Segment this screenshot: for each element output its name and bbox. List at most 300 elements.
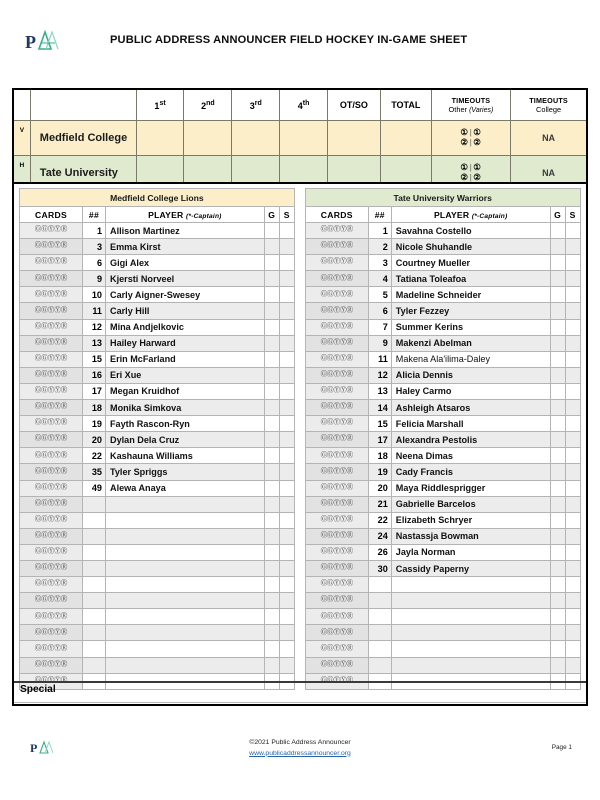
cards-cell[interactable]: ⒼⒼⓎⓎⓇ <box>20 641 83 657</box>
cards-cell[interactable]: ⒼⒼⓎⓎⓇ <box>305 577 368 593</box>
cards-cell[interactable]: ⒼⒼⓎⓎⓇ <box>305 351 368 367</box>
visitor-timeout-1b[interactable]: ① <box>473 127 482 138</box>
cards-cell[interactable]: ⒼⒼⓎⓎⓇ <box>305 319 368 335</box>
cards-cell[interactable]: ⒼⒼⓎⓎⓇ <box>305 432 368 448</box>
home-timeout-2a[interactable]: ② <box>460 172 469 182</box>
roster-left-title: Medfield College Lions <box>20 189 295 207</box>
cards-cell[interactable]: ⒼⒼⓎⓎⓇ <box>20 464 83 480</box>
player-number: 14 <box>368 400 391 416</box>
saves-cell[interactable] <box>565 335 580 351</box>
goals-cell[interactable] <box>550 528 565 544</box>
cards-cell[interactable]: ⒼⒼⓎⓎⓇ <box>305 528 368 544</box>
saves-cell[interactable] <box>279 351 294 367</box>
player-name: Dylan Dela Cruz <box>106 432 265 448</box>
cards-cell[interactable]: ⒼⒼⓎⓎⓇ <box>305 255 368 271</box>
saves-cell[interactable] <box>565 383 580 399</box>
table-row <box>305 609 580 625</box>
saves-cell[interactable] <box>279 625 294 641</box>
table-row <box>305 657 580 673</box>
table-row <box>305 528 580 544</box>
goals-cell[interactable] <box>550 223 565 239</box>
saves-cell[interactable] <box>279 319 294 335</box>
saves-cell[interactable] <box>279 239 294 255</box>
header-timeouts-college <box>511 89 587 121</box>
player-name <box>391 577 550 593</box>
saves-cell[interactable] <box>565 367 580 383</box>
cards-cell[interactable]: ⒼⒼⓎⓎⓇ <box>305 287 368 303</box>
goals-cell[interactable] <box>550 303 565 319</box>
saves-cell[interactable] <box>279 544 294 560</box>
saves-cell[interactable] <box>279 609 294 625</box>
player-name <box>106 657 265 673</box>
goals-cell[interactable] <box>264 560 279 576</box>
period-1-suffix: st <box>159 99 166 107</box>
goals-cell[interactable] <box>550 335 565 351</box>
player-number <box>83 641 106 657</box>
visitor-timeout-row-2: ②|② <box>460 137 482 147</box>
saves-cell[interactable] <box>565 416 580 432</box>
player-number: 7 <box>368 319 391 335</box>
player-name: Allison Martinez <box>106 223 265 239</box>
saves-cell[interactable] <box>279 560 294 576</box>
player-name <box>391 625 550 641</box>
cards-cell[interactable]: ⒼⒼⓎⓎⓇ <box>305 239 368 255</box>
period-2-suffix: nd <box>206 99 215 107</box>
saves-cell[interactable] <box>279 287 294 303</box>
player-number: 22 <box>83 448 106 464</box>
goals-cell[interactable] <box>264 512 279 528</box>
player-name: Courtney Mueller <box>391 255 550 271</box>
saves-cell[interactable] <box>565 577 580 593</box>
cards-cell[interactable]: ⒼⒼⓎⓎⓇ <box>20 657 83 673</box>
saves-cell[interactable] <box>279 657 294 673</box>
player-name <box>106 625 265 641</box>
player-name <box>391 641 550 657</box>
home-timeout-1b[interactable]: ① <box>473 162 482 173</box>
table-row <box>20 448 295 464</box>
saves-cell[interactable] <box>279 432 294 448</box>
goals-cell[interactable] <box>264 544 279 560</box>
cards-cell[interactable]: ⒼⒼⓎⓎⓇ <box>20 448 83 464</box>
goals-cell[interactable] <box>550 383 565 399</box>
player-name: Erin McFarland <box>106 351 265 367</box>
saves-cell[interactable] <box>279 271 294 287</box>
visitor-period-1-score[interactable] <box>136 121 184 156</box>
footer-website-link[interactable]: www.publicaddressannouncer.org <box>249 749 351 757</box>
special-rule <box>14 702 586 703</box>
header-g-right: G <box>550 207 565 223</box>
cards-cell[interactable]: ⒼⒼⓎⓎⓇ <box>305 367 368 383</box>
saves-cell[interactable] <box>565 657 580 673</box>
visitor-timeouts-other[interactable] <box>431 121 510 156</box>
saves-cell[interactable] <box>279 512 294 528</box>
table-row <box>305 464 580 480</box>
cards-cell[interactable]: ⒼⒼⓎⓎⓇ <box>20 367 83 383</box>
table-row <box>20 223 295 239</box>
goals-cell[interactable] <box>550 496 565 512</box>
cards-cell[interactable]: ⒼⒼⓎⓎⓇ <box>305 271 368 287</box>
special-separator <box>14 681 586 683</box>
player-number: 5 <box>368 287 391 303</box>
saves-cell[interactable] <box>279 223 294 239</box>
player-number: 3 <box>83 239 106 255</box>
player-number <box>83 560 106 576</box>
footer-credit <box>0 738 600 759</box>
saves-cell[interactable] <box>279 367 294 383</box>
saves-cell[interactable] <box>565 448 580 464</box>
player-name <box>106 544 265 560</box>
saves-cell[interactable] <box>565 432 580 448</box>
cards-cell[interactable]: ⒼⒼⓎⓎⓇ <box>20 609 83 625</box>
goals-cell[interactable] <box>550 432 565 448</box>
player-number <box>83 544 106 560</box>
saves-cell[interactable] <box>565 239 580 255</box>
goals-cell[interactable] <box>264 400 279 416</box>
goals-cell[interactable] <box>550 593 565 609</box>
saves-cell[interactable] <box>565 625 580 641</box>
saves-cell[interactable] <box>565 400 580 416</box>
goals-cell[interactable] <box>264 271 279 287</box>
saves-cell[interactable] <box>565 271 580 287</box>
cards-cell[interactable]: ⒼⒼⓎⓎⓇ <box>20 432 83 448</box>
table-row <box>20 593 295 609</box>
goals-cell[interactable] <box>264 416 279 432</box>
player-name: Carly Aigner-Swesey <box>106 287 265 303</box>
saves-cell[interactable] <box>279 577 294 593</box>
saves-cell[interactable] <box>279 480 294 496</box>
goals-cell[interactable] <box>264 480 279 496</box>
goals-cell[interactable] <box>550 400 565 416</box>
visitor-period-2-score[interactable] <box>184 121 232 156</box>
goals-cell[interactable] <box>550 464 565 480</box>
goals-cell[interactable] <box>264 657 279 673</box>
goals-cell[interactable] <box>264 625 279 641</box>
cards-cell[interactable]: ⒼⒼⓎⓎⓇ <box>305 480 368 496</box>
goals-cell[interactable] <box>264 464 279 480</box>
visitor-timeout-1a[interactable]: ① <box>460 127 469 138</box>
saves-cell[interactable] <box>279 641 294 657</box>
footer-copyright: ©2021 Public Address Announcer <box>249 739 351 746</box>
header-period-3 <box>232 89 280 121</box>
goals-cell[interactable] <box>264 593 279 609</box>
table-row <box>305 367 580 383</box>
cards-cell[interactable]: ⒼⒼⓎⓎⓇ <box>20 416 83 432</box>
goals-cell[interactable] <box>264 319 279 335</box>
table-row <box>305 287 580 303</box>
player-number: 10 <box>83 287 106 303</box>
saves-cell[interactable] <box>565 303 580 319</box>
player-name: Neena Dimas <box>391 448 550 464</box>
saves-cell[interactable] <box>279 496 294 512</box>
timeouts-other-varies: (Varies) <box>469 107 494 114</box>
cards-cell[interactable]: ⒼⒼⓎⓎⓇ <box>305 496 368 512</box>
player-number <box>368 625 391 641</box>
home-timeouts-college: NA <box>511 156 587 192</box>
goals-cell[interactable] <box>264 287 279 303</box>
saves-cell[interactable] <box>279 335 294 351</box>
visitor-timeout-2a[interactable]: ② <box>460 137 469 147</box>
goals-cell[interactable] <box>550 625 565 641</box>
goals-cell[interactable] <box>264 367 279 383</box>
table-row <box>20 400 295 416</box>
saves-cell[interactable] <box>279 528 294 544</box>
visitor-period-3-score[interactable] <box>232 121 280 156</box>
player-name <box>106 641 265 657</box>
cards-cell[interactable]: ⒼⒼⓎⓎⓇ <box>20 480 83 496</box>
player-number: 22 <box>368 512 391 528</box>
player-number: 20 <box>83 432 106 448</box>
cards-cell[interactable]: ⒼⒼⓎⓎⓇ <box>305 400 368 416</box>
goals-cell[interactable] <box>264 496 279 512</box>
player-number: 2 <box>368 239 391 255</box>
goals-cell[interactable] <box>264 239 279 255</box>
cards-cell[interactable]: ⒼⒼⓎⓎⓇ <box>305 560 368 576</box>
saves-cell[interactable] <box>565 528 580 544</box>
cards-cell[interactable]: ⒼⒼⓎⓎⓇ <box>305 657 368 673</box>
goals-cell[interactable] <box>550 609 565 625</box>
footer-page-number: Page 1 <box>551 744 572 751</box>
roster-column-right <box>300 184 586 681</box>
goals-cell[interactable] <box>550 271 565 287</box>
goals-cell[interactable] <box>550 512 565 528</box>
saves-cell[interactable] <box>279 464 294 480</box>
header-number-left: ## <box>83 207 106 223</box>
goals-cell[interactable] <box>550 239 565 255</box>
cards-cell[interactable]: ⒼⒼⓎⓎⓇ <box>305 448 368 464</box>
goals-cell[interactable] <box>264 303 279 319</box>
cards-cell[interactable]: ⒼⒼⓎⓎⓇ <box>20 287 83 303</box>
table-row <box>20 255 295 271</box>
cards-cell[interactable]: ⒼⒼⓎⓎⓇ <box>20 255 83 271</box>
goals-cell[interactable] <box>264 383 279 399</box>
player-number: 9 <box>368 335 391 351</box>
goals-cell[interactable] <box>550 367 565 383</box>
player-name: Alicia Dennis <box>391 367 550 383</box>
saves-cell[interactable] <box>279 383 294 399</box>
goals-cell[interactable] <box>550 416 565 432</box>
player-name <box>391 657 550 673</box>
table-row <box>20 641 295 657</box>
cards-cell[interactable]: ⒼⒼⓎⓎⓇ <box>20 560 83 576</box>
cards-cell[interactable]: ⒼⒼⓎⓎⓇ <box>20 303 83 319</box>
goals-cell[interactable] <box>550 657 565 673</box>
roster-right-body <box>305 223 580 690</box>
player-name: Savahna Costello <box>391 223 550 239</box>
saves-cell[interactable] <box>565 544 580 560</box>
saves-cell[interactable] <box>279 255 294 271</box>
player-name: Makena Ala'ilima-Daley <box>391 351 550 367</box>
player-name: Madeline Schneider <box>391 287 550 303</box>
saves-cell[interactable] <box>565 480 580 496</box>
home-timeouts-grid <box>432 163 510 182</box>
table-row <box>305 351 580 367</box>
player-name <box>106 577 265 593</box>
home-timeout-2b[interactable]: ② <box>473 172 482 182</box>
visitor-timeout-2b[interactable]: ② <box>473 137 482 147</box>
goals-cell[interactable] <box>550 287 565 303</box>
player-name: Megan Kruidhof <box>106 383 265 399</box>
cards-cell[interactable]: ⒼⒼⓎⓎⓇ <box>20 271 83 287</box>
cards-cell[interactable]: ⒼⒼⓎⓎⓇ <box>20 625 83 641</box>
cards-cell[interactable]: ⒼⒼⓎⓎⓇ <box>305 335 368 351</box>
saves-cell[interactable] <box>279 303 294 319</box>
goals-cell[interactable] <box>550 560 565 576</box>
table-row <box>305 271 580 287</box>
cards-cell[interactable]: ⒼⒼⓎⓎⓇ <box>305 383 368 399</box>
player-number: 49 <box>83 480 106 496</box>
cards-cell[interactable]: ⒼⒼⓎⓎⓇ <box>305 512 368 528</box>
goals-cell[interactable] <box>264 609 279 625</box>
player-name: Carly Hill <box>106 303 265 319</box>
goals-cell[interactable] <box>550 319 565 335</box>
saves-cell[interactable] <box>565 255 580 271</box>
visitor-ot-score[interactable] <box>327 121 380 156</box>
saves-cell[interactable] <box>279 416 294 432</box>
player-number: 19 <box>83 416 106 432</box>
table-row <box>305 303 580 319</box>
player-name: Tyler Fezzey <box>391 303 550 319</box>
cards-cell[interactable]: ⒼⒼⓎⓎⓇ <box>20 512 83 528</box>
goals-cell[interactable] <box>264 432 279 448</box>
cards-cell[interactable]: ⒼⒼⓎⓎⓇ <box>20 400 83 416</box>
goals-cell[interactable] <box>550 255 565 271</box>
goals-cell[interactable] <box>264 528 279 544</box>
cards-cell[interactable]: ⒼⒼⓎⓎⓇ <box>305 625 368 641</box>
cards-cell[interactable]: ⒼⒼⓎⓎⓇ <box>305 609 368 625</box>
goals-cell[interactable] <box>264 255 279 271</box>
player-number <box>368 609 391 625</box>
goals-cell[interactable] <box>264 351 279 367</box>
player-number: 26 <box>368 544 391 560</box>
player-name: Mina Andjelkovic <box>106 319 265 335</box>
player-name <box>106 512 265 528</box>
header-player-word-right: PLAYER <box>433 209 470 220</box>
visitor-team-cell <box>30 121 136 156</box>
player-name: Nastassja Bowman <box>391 528 550 544</box>
home-timeout-1a[interactable]: ① <box>460 162 469 173</box>
cards-cell[interactable]: ⒼⒼⓎⓎⓇ <box>20 528 83 544</box>
goals-cell[interactable] <box>550 577 565 593</box>
visitor-period-4-score[interactable] <box>280 121 328 156</box>
table-row <box>20 367 295 383</box>
table-row <box>305 480 580 496</box>
roster-right-header-row <box>305 207 580 223</box>
goals-cell[interactable] <box>264 448 279 464</box>
saves-cell[interactable] <box>279 400 294 416</box>
goals-cell[interactable] <box>264 577 279 593</box>
player-name: Cady Francis <box>391 464 550 480</box>
table-row <box>20 416 295 432</box>
saves-cell[interactable] <box>565 593 580 609</box>
player-number <box>368 641 391 657</box>
saves-cell[interactable] <box>565 287 580 303</box>
saves-cell[interactable] <box>565 641 580 657</box>
cards-cell[interactable]: ⒼⒼⓎⓎⓇ <box>20 593 83 609</box>
player-number <box>83 657 106 673</box>
saves-cell[interactable] <box>565 464 580 480</box>
player-number: 21 <box>368 496 391 512</box>
masthead <box>0 0 600 82</box>
saves-cell[interactable] <box>565 512 580 528</box>
cards-cell[interactable]: ⒼⒼⓎⓎⓇ <box>20 577 83 593</box>
cards-cell[interactable]: ⒼⒼⓎⓎⓇ <box>20 383 83 399</box>
cards-cell[interactable]: ⒼⒼⓎⓎⓇ <box>305 464 368 480</box>
saves-cell[interactable] <box>565 496 580 512</box>
table-row <box>20 319 295 335</box>
goals-cell[interactable] <box>264 641 279 657</box>
pa-logo-icon <box>24 27 68 57</box>
goals-cell[interactable] <box>264 335 279 351</box>
cards-cell[interactable]: ⒼⒼⓎⓎⓇ <box>20 239 83 255</box>
goals-cell[interactable] <box>550 448 565 464</box>
cards-cell[interactable]: ⒼⒼⓎⓎⓇ <box>305 593 368 609</box>
roster-table-left <box>19 188 295 690</box>
player-name <box>106 593 265 609</box>
period-1-number: 1 <box>154 100 160 111</box>
player-name <box>391 593 550 609</box>
table-row <box>20 496 295 512</box>
player-number: 1 <box>83 223 106 239</box>
header-timeouts-other <box>431 89 510 121</box>
roster-columns <box>14 184 586 681</box>
period-3-number: 3 <box>249 100 255 111</box>
header-player-left <box>106 207 265 223</box>
visitor-timeout-row-1: ①|① <box>460 127 482 138</box>
roster-right-title: Tate University Warriors <box>305 189 580 207</box>
saves-cell[interactable] <box>565 223 580 239</box>
cards-cell[interactable]: ⒼⒼⓎⓎⓇ <box>305 223 368 239</box>
visitor-team-name: Medfield College <box>39 132 128 144</box>
goals-cell[interactable] <box>550 544 565 560</box>
saves-cell[interactable] <box>565 319 580 335</box>
home-vh-letter: H <box>19 161 25 169</box>
cards-cell[interactable]: ⒼⒼⓎⓎⓇ <box>305 416 368 432</box>
table-row <box>20 271 295 287</box>
player-name: Felicia Marshall <box>391 416 550 432</box>
cards-cell[interactable]: ⒼⒼⓎⓎⓇ <box>305 303 368 319</box>
cards-cell[interactable]: ⒼⒼⓎⓎⓇ <box>20 319 83 335</box>
saves-cell[interactable] <box>565 560 580 576</box>
cards-cell[interactable]: ⒼⒼⓎⓎⓇ <box>20 544 83 560</box>
cards-cell[interactable]: ⒼⒼⓎⓎⓇ <box>20 496 83 512</box>
cards-cell[interactable]: ⒼⒼⓎⓎⓇ <box>20 335 83 351</box>
player-name: Alewa Anaya <box>106 480 265 496</box>
cards-cell[interactable]: ⒼⒼⓎⓎⓇ <box>305 544 368 560</box>
table-row <box>305 383 580 399</box>
saves-cell[interactable] <box>279 448 294 464</box>
player-name <box>106 528 265 544</box>
cards-cell[interactable]: ⒼⒼⓎⓎⓇ <box>305 641 368 657</box>
saves-cell[interactable] <box>565 351 580 367</box>
cards-cell[interactable]: ⒼⒼⓎⓎⓇ <box>20 223 83 239</box>
rosters-panel <box>12 182 588 706</box>
saves-cell[interactable] <box>565 609 580 625</box>
goals-cell[interactable] <box>550 351 565 367</box>
goals-cell[interactable] <box>550 480 565 496</box>
visitor-total-score[interactable] <box>380 121 431 156</box>
goals-cell[interactable] <box>550 641 565 657</box>
player-number: 9 <box>83 271 106 287</box>
player-number: 3 <box>368 255 391 271</box>
goals-cell[interactable] <box>264 223 279 239</box>
header-cards-right: CARDS <box>305 207 368 223</box>
player-name: Cassidy Paperny <box>391 560 550 576</box>
player-name: Kjersti Norveel <box>106 271 265 287</box>
saves-cell[interactable] <box>279 593 294 609</box>
cards-cell[interactable]: ⒼⒼⓎⓎⓇ <box>20 351 83 367</box>
player-number <box>83 577 106 593</box>
table-row <box>20 657 295 673</box>
